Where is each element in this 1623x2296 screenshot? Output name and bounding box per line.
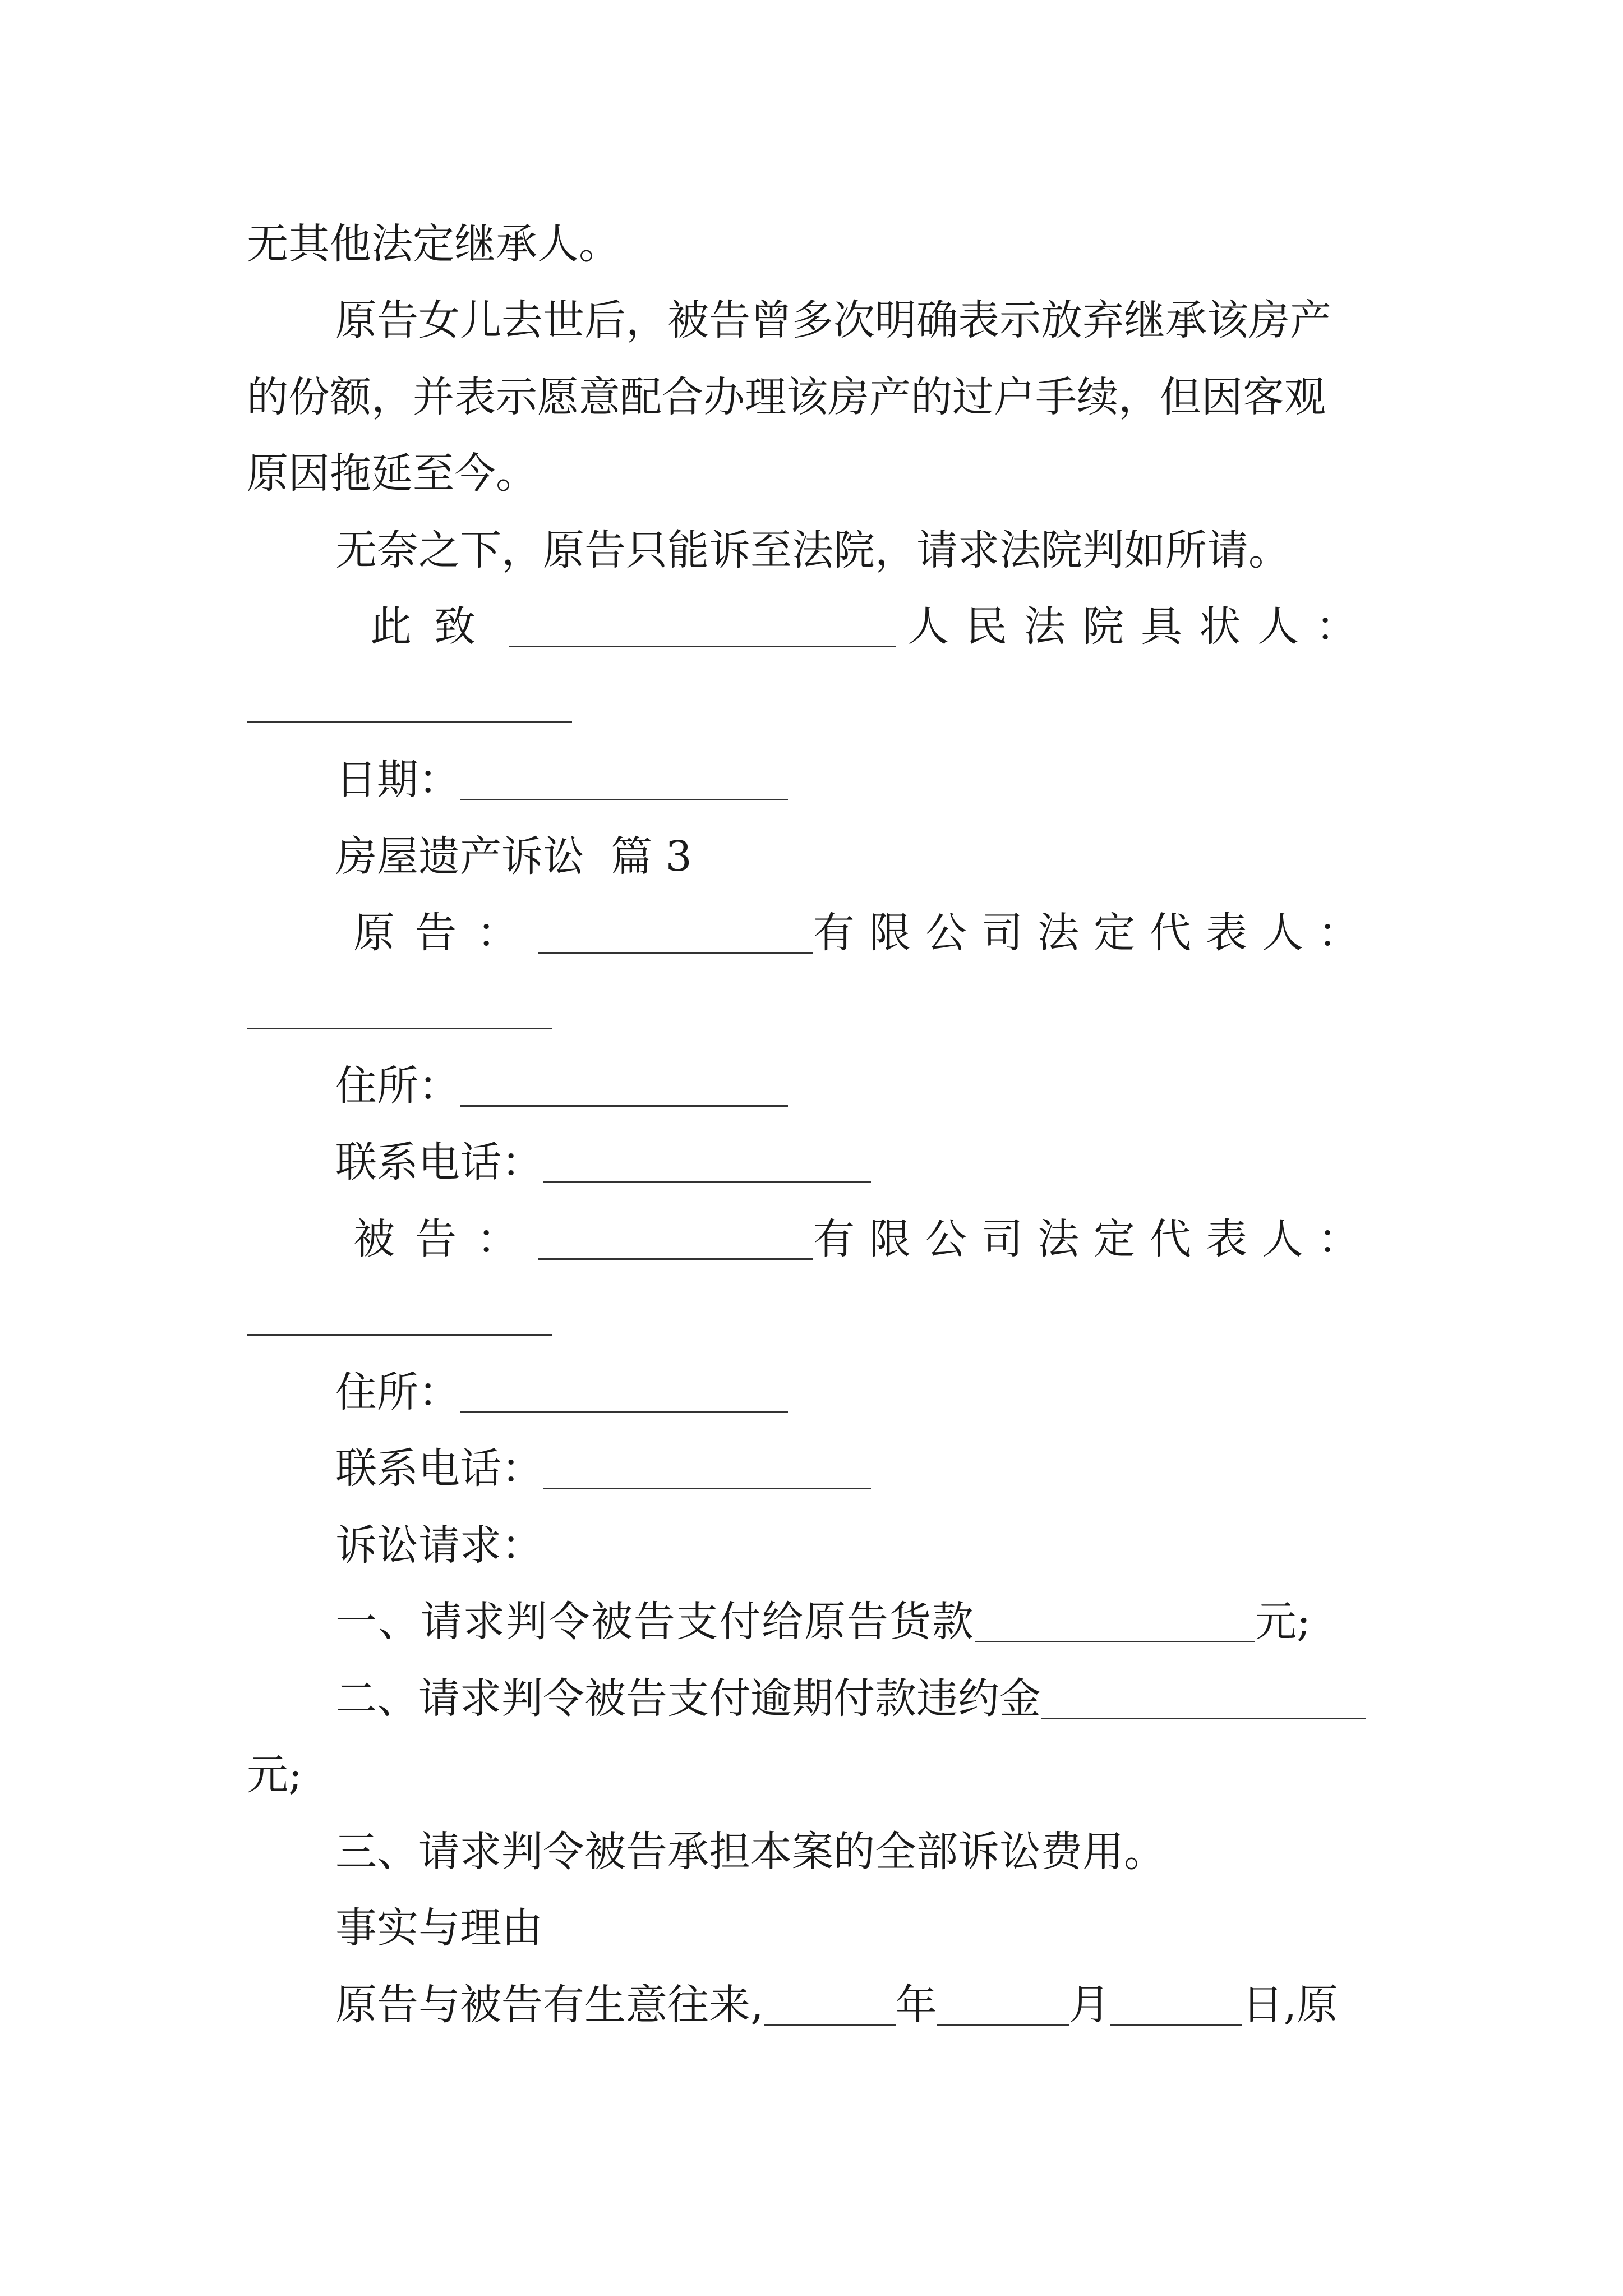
defendant-phone-line xyxy=(335,1444,871,1493)
plaintiff-rep-blank[interactable] xyxy=(247,1022,552,1029)
claim-2-unit: 元; xyxy=(247,1751,302,1799)
plaintiff-phone-blank[interactable] xyxy=(543,1144,871,1183)
facts-text: 原告与被告有生意往来, xyxy=(335,1981,764,2029)
plaintiff-phone-line xyxy=(335,1138,871,1186)
phone-label: 联系电话： xyxy=(335,1138,543,1186)
defendant-label: 被告： xyxy=(353,1215,538,1263)
day-label: 日,原 xyxy=(1242,1981,1339,2029)
month-label: 月 xyxy=(1068,1981,1110,2029)
paragraph-line: 原因拖延至今。 xyxy=(247,449,537,498)
paragraph-line: 无其他法定继承人。 xyxy=(247,220,620,268)
closing-line xyxy=(370,602,1374,651)
plaintiff-address-line xyxy=(335,1062,788,1110)
defendant-name-blank[interactable] xyxy=(538,1221,813,1260)
claim-1 xyxy=(335,1598,1311,1646)
plaintiff-rep-label: 有限公司法定代表人： xyxy=(813,909,1374,957)
defendant-phone-blank[interactable] xyxy=(543,1451,871,1489)
plaintiff-address-blank[interactable] xyxy=(460,1068,788,1107)
facts-title: 事实与理由 xyxy=(335,1904,543,1952)
defendant-line xyxy=(353,1215,1374,1263)
paragraph-line: 原告女儿去世后，被告曾多次明确表示放弃继承该房产 xyxy=(335,296,1331,344)
closing-salutation: 此致 xyxy=(370,602,498,651)
defendant-rep-blank[interactable] xyxy=(247,1328,552,1336)
paragraph-line: 的份额，并表示愿意配合办理该房产的过户手续，但因客观 xyxy=(247,373,1326,421)
date-blank[interactable] xyxy=(460,762,788,800)
address-label: 住所： xyxy=(335,1062,460,1110)
year-blank[interactable] xyxy=(764,1987,896,2026)
claim-2 xyxy=(335,1674,1366,1723)
court-signature-label: 人民法院具状人： xyxy=(907,602,1374,651)
facts-line xyxy=(335,1981,1339,2029)
defendant-address-blank[interactable] xyxy=(460,1374,788,1413)
claim-1-amount-blank[interactable] xyxy=(975,1604,1255,1642)
year-label: 年 xyxy=(895,1981,937,2029)
phone-label: 联系电话： xyxy=(335,1444,543,1493)
claims-title: 诉讼请求： xyxy=(335,1521,543,1570)
defendant-rep-label: 有限公司法定代表人： xyxy=(813,1215,1374,1263)
day-blank[interactable] xyxy=(1110,1987,1242,2026)
address-label: 住所： xyxy=(335,1368,460,1416)
section-title: 房屋遗产诉讼 篇 3 xyxy=(335,832,692,881)
claim-2-text: 二、请求判令被告支付逾期付款违约金 xyxy=(335,1674,1041,1723)
defendant-address-line xyxy=(335,1368,788,1416)
month-blank[interactable] xyxy=(937,1987,1069,2026)
claim-1-text: 一、请求判令被告支付给原告货款 xyxy=(335,1598,975,1646)
claim-1-unit: 元; xyxy=(1255,1598,1311,1646)
signer-blank[interactable] xyxy=(247,715,572,723)
plaintiff-label: 原告： xyxy=(353,909,538,957)
plaintiff-line xyxy=(353,909,1374,957)
claim-3: 三、请求判令被告承担本案的全部诉讼费用。 xyxy=(335,1828,1165,1876)
claim-2-amount-blank[interactable] xyxy=(1041,1681,1366,1719)
plaintiff-name-blank[interactable] xyxy=(538,915,813,954)
court-name-blank[interactable] xyxy=(509,609,896,647)
date-line xyxy=(335,756,788,804)
paragraph-line: 无奈之下，原告只能诉至法院，请求法院判如所请。 xyxy=(335,526,1290,574)
date-label: 日期： xyxy=(335,756,460,804)
